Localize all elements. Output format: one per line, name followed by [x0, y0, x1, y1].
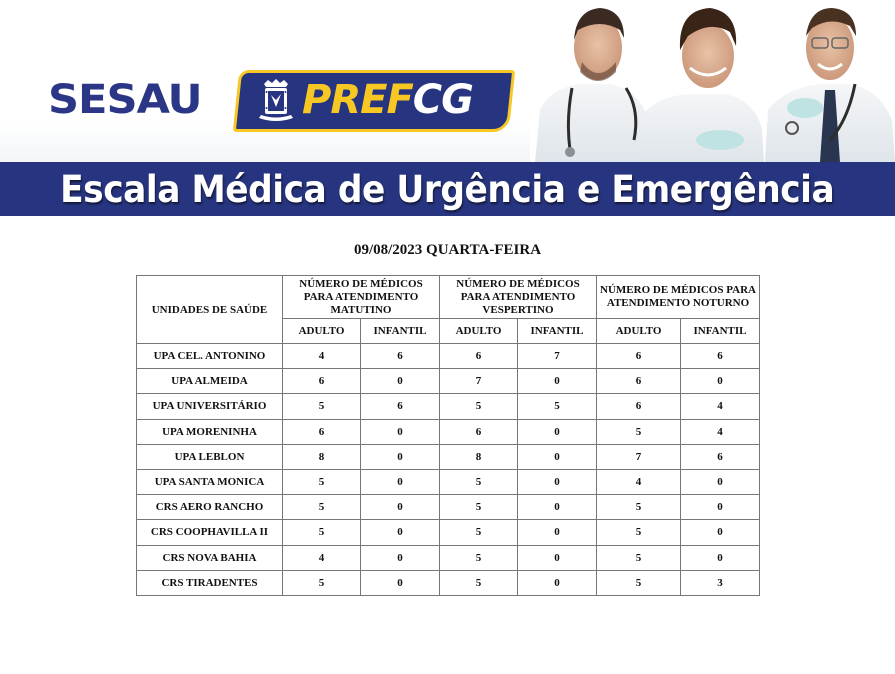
doctor-count-cell: 4 — [597, 469, 681, 494]
doctor-count-cell: 0 — [361, 520, 440, 545]
doctor-count-cell: 0 — [361, 570, 440, 595]
sub-header-child: INFANTIL — [361, 319, 440, 344]
unit-name-cell: CRS NOVA BAHIA — [137, 545, 283, 570]
table-group-header-row — [137, 276, 760, 319]
doctor-count-cell: 6 — [361, 394, 440, 419]
doctor-count-cell: 0 — [518, 495, 597, 520]
unit-column-header: UNIDADES DE SAÚDE — [137, 276, 283, 344]
table-row — [137, 394, 760, 419]
unit-name-cell: CRS COOPHAVILLA II — [137, 520, 283, 545]
doctor-count-cell: 0 — [361, 444, 440, 469]
doctor-count-cell: 0 — [681, 520, 760, 545]
doctor-count-cell: 0 — [361, 369, 440, 394]
doctor-count-cell: 0 — [518, 520, 597, 545]
prefcg-logo-pref: PREF — [302, 77, 413, 123]
doctor-count-cell: 0 — [361, 495, 440, 520]
sub-header-child: INFANTIL — [518, 319, 597, 344]
table-row — [137, 369, 760, 394]
sub-header-adult: ADULTO — [597, 319, 681, 344]
doctor-count-cell: 0 — [518, 369, 597, 394]
doctor-count-cell: 8 — [440, 444, 518, 469]
unit-name-cell: UPA MORENINHA — [137, 419, 283, 444]
table-row — [137, 344, 760, 369]
doctor-count-cell: 0 — [518, 444, 597, 469]
doctor-count-cell: 5 — [440, 469, 518, 494]
prefcg-logo-cg: CG — [412, 77, 473, 123]
doctor-count-cell: 0 — [681, 369, 760, 394]
unit-name-cell: UPA SANTA MONICA — [137, 469, 283, 494]
group-header-morning: NÚMERO DE MÉDICOS PARA ATENDIMENTO MATUTINO — [283, 276, 440, 319]
doctor-count-cell: 5 — [283, 570, 361, 595]
doctor-count-cell: 6 — [681, 444, 760, 469]
sesau-logo: SESAU — [48, 77, 202, 123]
table-row — [137, 570, 760, 595]
doctors-photo — [530, 0, 895, 162]
doctor-count-cell: 5 — [597, 495, 681, 520]
doctor-count-cell: 5 — [283, 394, 361, 419]
banner-title: Escala Médica de Urgência e Emergência — [60, 167, 835, 211]
doctor-count-cell: 0 — [681, 545, 760, 570]
doctor-count-cell: 5 — [518, 394, 597, 419]
unit-name-cell: UPA ALMEIDA — [137, 369, 283, 394]
group-header-night: NÚMERO DE MÉDICOS PARA ATENDIMENTO NOTURNO — [597, 276, 760, 319]
doctor-count-cell: 5 — [597, 520, 681, 545]
unit-name-cell: UPA UNIVERSITÁRIO — [137, 394, 283, 419]
doctor-count-cell: 0 — [361, 469, 440, 494]
doctor-count-cell: 7 — [518, 344, 597, 369]
table-row — [137, 419, 760, 444]
doctor-count-cell: 3 — [681, 570, 760, 595]
doctor-count-cell: 0 — [681, 495, 760, 520]
doctor-count-cell: 6 — [440, 344, 518, 369]
doctor-count-cell: 6 — [597, 394, 681, 419]
sub-header-child: INFANTIL — [681, 319, 760, 344]
doctor-count-cell: 5 — [597, 545, 681, 570]
doctor-count-cell: 4 — [681, 394, 760, 419]
doctor-count-cell: 0 — [518, 419, 597, 444]
doctor-count-cell: 5 — [283, 520, 361, 545]
schedule-table — [136, 275, 760, 596]
sub-header-adult: ADULTO — [283, 319, 361, 344]
title-banner — [0, 162, 895, 216]
doctor-count-cell: 5 — [440, 570, 518, 595]
doctor-count-cell: 0 — [518, 469, 597, 494]
doctor-count-cell: 0 — [681, 469, 760, 494]
prefcg-logo-text — [302, 74, 473, 126]
doctor-count-cell: 5 — [597, 570, 681, 595]
doctor-count-cell: 7 — [597, 444, 681, 469]
doctor-count-cell: 6 — [681, 344, 760, 369]
doctor-count-cell: 5 — [283, 469, 361, 494]
unit-name-cell: UPA CEL. ANTONINO — [137, 344, 283, 369]
doctor-count-cell: 5 — [440, 394, 518, 419]
doctor-count-cell: 4 — [283, 344, 361, 369]
city-crest-icon — [256, 78, 296, 126]
group-header-afternoon: NÚMERO DE MÉDICOS PARA ATENDIMENTO VESPERTINO — [440, 276, 597, 319]
doctor-count-cell: 0 — [361, 419, 440, 444]
doctor-count-cell: 7 — [440, 369, 518, 394]
schedule-date: 09/08/2023 QUARTA-FEIRA — [353, 242, 542, 258]
doctor-count-cell: 6 — [597, 369, 681, 394]
doctor-count-cell: 6 — [361, 344, 440, 369]
doctor-count-cell: 8 — [283, 444, 361, 469]
table-row — [137, 469, 760, 494]
unit-name-cell: CRS AERO RANCHO — [137, 495, 283, 520]
doctor-count-cell: 0 — [518, 570, 597, 595]
table-row — [137, 495, 760, 520]
doctor-count-cell: 5 — [440, 545, 518, 570]
doctor-count-cell: 6 — [440, 419, 518, 444]
header — [0, 0, 895, 162]
doctor-count-cell: 4 — [283, 545, 361, 570]
doctor-count-cell: 4 — [681, 419, 760, 444]
table-row — [137, 444, 760, 469]
doctor-count-cell: 6 — [283, 369, 361, 394]
doctor-count-cell: 5 — [440, 495, 518, 520]
doctor-count-cell: 5 — [283, 495, 361, 520]
doctor-count-cell: 5 — [440, 520, 518, 545]
table-row — [137, 545, 760, 570]
doctor-count-cell: 6 — [597, 344, 681, 369]
unit-name-cell: UPA LEBLON — [137, 444, 283, 469]
doctor-count-cell: 0 — [361, 545, 440, 570]
unit-name-cell: CRS TIRADENTES — [137, 570, 283, 595]
doctor-count-cell: 0 — [518, 545, 597, 570]
doctor-count-cell: 5 — [597, 419, 681, 444]
table-row — [137, 520, 760, 545]
doctor-count-cell: 6 — [283, 419, 361, 444]
sub-header-adult: ADULTO — [440, 319, 518, 344]
